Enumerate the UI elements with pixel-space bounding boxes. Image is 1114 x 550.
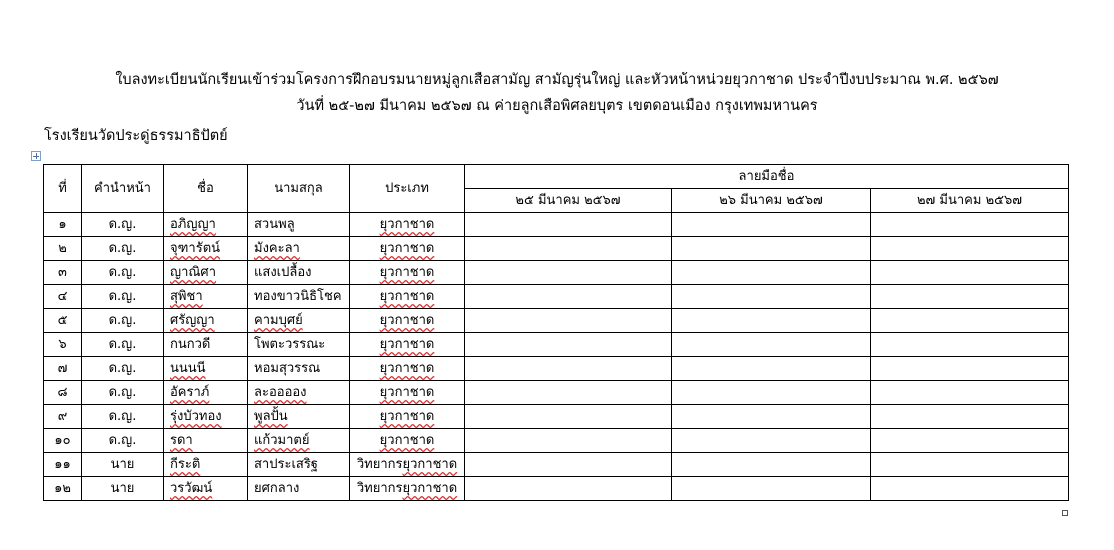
signature-cell-day-3[interactable] [871,381,1069,405]
signature-cell-day-2[interactable] [672,261,871,285]
row-no-cell [44,213,82,237]
row-last-name-cell [248,405,350,429]
row-no-cell [44,261,82,285]
table-row [44,213,1069,237]
header-date-3: ๒๗ มีนาคม ๒๕๖๗ [871,189,1069,213]
row-prefix: นาย [110,481,135,496]
row-first-name-cell [164,309,248,333]
row-prefix: ด.ญ. [108,385,137,400]
row-type: ยุวกาชาด [379,385,435,400]
signature-cell-day-1[interactable] [465,429,672,453]
row-prefix-cell [82,333,164,357]
signature-cell-day-1[interactable] [465,309,672,333]
signature-cell-day-3[interactable] [871,285,1069,309]
signature-cell-day-2[interactable] [672,429,871,453]
row-type-cell [350,429,465,453]
table-move-handle-icon[interactable] [31,151,41,161]
row-last-name: แก้วมาตย์ [254,433,310,448]
row-last-name-cell [248,429,350,453]
row-no: ๕ [57,313,68,328]
row-last-name: สวนพลู [254,217,295,232]
signature-cell-day-3[interactable] [871,453,1069,477]
row-type: วิทยากรยุวกาชาด [356,457,458,472]
signature-cell-day-1[interactable] [465,213,672,237]
row-prefix: ด.ญ. [108,265,137,280]
header-date-2: ๒๖ มีนาคม ๒๕๖๗ [672,189,871,213]
row-no: ๗ [57,361,68,376]
signature-cell-day-2[interactable] [672,333,871,357]
row-no-cell [44,477,82,501]
row-type-cell [350,261,465,285]
document-subtitle: วันที่ ๒๕-๒๗ มีนาคม ๒๕๖๗ ณ ค่ายลูกเสือพิศลยบุตร เขตดอนเมือง กรุงเทพมหานคร [296,98,818,114]
row-type-cell [350,309,465,333]
row-last-name: สาประเสริฐ [254,457,318,472]
table-row [44,405,1069,429]
header-prefix: คำนำหน้า [82,165,164,213]
row-no: ๑๐ [54,433,71,448]
row-prefix: ด.ญ. [108,433,137,448]
table-row [44,285,1069,309]
row-first-name: ศรัญญา [170,313,215,328]
row-type: ยุวกาชาด [379,313,435,328]
row-type-cell [350,405,465,429]
row-first-name-cell [164,213,248,237]
row-last-name: คามบุศย์ [254,313,303,328]
row-prefix-cell [82,237,164,261]
table-row [44,453,1069,477]
signature-cell-day-1[interactable] [465,405,672,429]
table-row [44,381,1069,405]
header-type: ประเภท [350,165,465,213]
signature-cell-day-3[interactable] [871,213,1069,237]
row-first-name: ญาณิศา [170,265,216,280]
row-first-name: กีระติ [170,457,201,472]
row-first-name-cell [164,429,248,453]
row-prefix: นาย [110,457,135,472]
row-no-cell [44,357,82,381]
signature-cell-day-3[interactable] [871,261,1069,285]
row-last-name: พูลปั้น [254,409,288,424]
row-prefix-cell [82,477,164,501]
row-first-name: รดา [170,433,193,448]
row-prefix: ด.ญ. [108,313,137,328]
signature-cell-day-3[interactable] [871,333,1069,357]
row-no: ๑๑ [54,457,71,472]
row-last-name-cell [248,237,350,261]
row-first-name: รุ่งบัวทอง [170,409,222,424]
row-first-name: อัคราภ์ [170,385,210,400]
row-type: ยุวกาชาด [379,289,435,304]
row-no: ๔ [57,289,68,304]
row-last-name: ทองขาวนิธิโชค [254,289,342,304]
row-first-name-cell [164,405,248,429]
signature-cell-day-2[interactable] [672,237,871,261]
row-first-name-cell [164,381,248,405]
row-type: ยุวกาชาด [379,337,435,352]
row-type: ยุวกาชาด [379,217,435,232]
signature-cell-day-3[interactable] [871,357,1069,381]
row-no-cell [44,309,82,333]
row-first-name-cell [164,285,248,309]
signature-cell-day-3[interactable] [871,237,1069,261]
signature-cell-day-2[interactable] [672,309,871,333]
row-last-name-cell [248,381,350,405]
document-title: ใบลงทะเบียนนักเรียนเข้าร่วมโครงการฝึกอบรมนายหมู่ลูกเสือสามัญ สามัญรุ่นใหญ่ และหัวหน้าหน่วยยุวกาชาด ประจำปีงบประมาณ พ.ศ. ๒๕๖๗ [115,72,999,88]
row-first-name: วรวัฒน์ [170,481,213,496]
row-type: ยุวกาชาด [379,241,435,256]
row-prefix-cell [82,357,164,381]
row-first-name: จุฑารัตน์ [170,241,221,256]
row-no: ๑๒ [54,481,71,496]
row-prefix: ด.ญ. [108,241,137,256]
row-prefix-cell [82,261,164,285]
row-last-name: โพตะวรรณะ [254,337,326,352]
row-prefix-cell [82,453,164,477]
row-first-name-cell [164,357,248,381]
table-row [44,333,1069,357]
school-name: โรงเรียนวัดประดู่ธรรมาธิปัตย์ [44,128,228,144]
row-prefix-cell [82,213,164,237]
row-no-cell [44,285,82,309]
row-last-name-cell [248,453,350,477]
signature-cell-day-1[interactable] [465,261,672,285]
row-type-cell [350,357,465,381]
header-last-name: นามสกุล [248,165,350,213]
table-row [44,261,1069,285]
table-row [44,237,1069,261]
row-last-name-cell [248,357,350,381]
row-last-name-cell [248,285,350,309]
signature-cell-day-2[interactable] [672,477,871,501]
row-type: วิทยากรยุวกาชาด [356,481,458,496]
row-no-cell [44,453,82,477]
row-no: ๑ [58,217,67,232]
row-last-name: ละออออง [254,385,307,400]
row-first-name: นนนนี [170,361,206,376]
signature-cell-day-1[interactable] [465,453,672,477]
row-first-name: อภิญญา [170,217,216,232]
row-prefix-cell [82,381,164,405]
row-no-cell [44,405,82,429]
registration-table [43,164,1069,501]
row-last-name-cell [248,213,350,237]
row-first-name: สุพิชา [170,289,203,304]
signature-cell-day-1[interactable] [465,285,672,309]
header-first-name: ชื่อ [164,165,248,213]
row-no: ๘ [57,385,68,400]
row-first-name: กนกวดี [170,337,211,352]
row-first-name-cell [164,237,248,261]
row-no: ๓ [58,265,67,280]
row-last-name: ยศกลาง [254,481,300,496]
row-no-cell [44,333,82,357]
row-type-cell [350,333,465,357]
row-type: ยุวกาชาด [379,265,435,280]
row-first-name-cell [164,333,248,357]
row-first-name-cell [164,453,248,477]
row-prefix: ด.ญ. [108,409,137,424]
row-type: ยุวกาชาด [379,361,435,376]
row-prefix-cell [82,429,164,453]
row-last-name: หอมสุวรรณ [254,361,321,376]
table-row [44,429,1069,453]
row-no: ๒ [58,241,67,256]
row-last-name-cell [248,333,350,357]
row-type-cell [350,381,465,405]
row-last-name-cell [248,261,350,285]
header-date-1: ๒๕ มีนาคม ๒๕๖๗ [465,189,672,213]
row-first-name-cell [164,261,248,285]
row-type: ยุวกาชาด [379,433,435,448]
signature-cell-day-3[interactable] [871,477,1069,501]
signature-cell-day-1[interactable] [465,477,672,501]
signature-cell-day-1[interactable] [465,333,672,357]
signature-cell-day-2[interactable] [672,357,871,381]
row-no: ๙ [57,409,68,424]
row-no: ๖ [58,337,67,352]
row-type: ยุวกาชาด [379,409,435,424]
row-first-name-cell [164,477,248,501]
table-resize-handle[interactable] [1062,510,1068,516]
row-no-cell [44,381,82,405]
row-last-name: มังคะลา [254,241,300,256]
header-no: ที่ [44,165,82,213]
row-type-cell [350,453,465,477]
signature-cell-day-3[interactable] [871,405,1069,429]
table-row [44,309,1069,333]
row-prefix: ด.ญ. [108,289,137,304]
signature-cell-day-2[interactable] [672,213,871,237]
table-row [44,477,1069,501]
row-type-cell [350,213,465,237]
signature-cell-day-1[interactable] [465,357,672,381]
signature-cell-day-2[interactable] [672,453,871,477]
row-type-cell [350,285,465,309]
signature-cell-day-2[interactable] [672,285,871,309]
row-last-name: แสงเปลื้อง [254,265,312,280]
row-last-name-cell [248,309,350,333]
row-prefix-cell [82,405,164,429]
row-prefix: ด.ญ. [108,217,137,232]
row-prefix-cell [82,309,164,333]
signature-cell-day-3[interactable] [871,309,1069,333]
signature-cell-day-3[interactable] [871,429,1069,453]
row-prefix: ด.ญ. [108,361,137,376]
header-signature: ลายมือชื่อ [465,165,1069,189]
signature-cell-day-2[interactable] [672,405,871,429]
row-last-name-cell [248,477,350,501]
row-no-cell [44,237,82,261]
signature-cell-day-2[interactable] [672,381,871,405]
row-type-cell [350,237,465,261]
table-row [44,357,1069,381]
row-prefix: ด.ญ. [108,337,137,352]
row-prefix-cell [82,285,164,309]
row-no-cell [44,429,82,453]
signature-cell-day-1[interactable] [465,381,672,405]
row-type-cell [350,477,465,501]
signature-cell-day-1[interactable] [465,237,672,261]
